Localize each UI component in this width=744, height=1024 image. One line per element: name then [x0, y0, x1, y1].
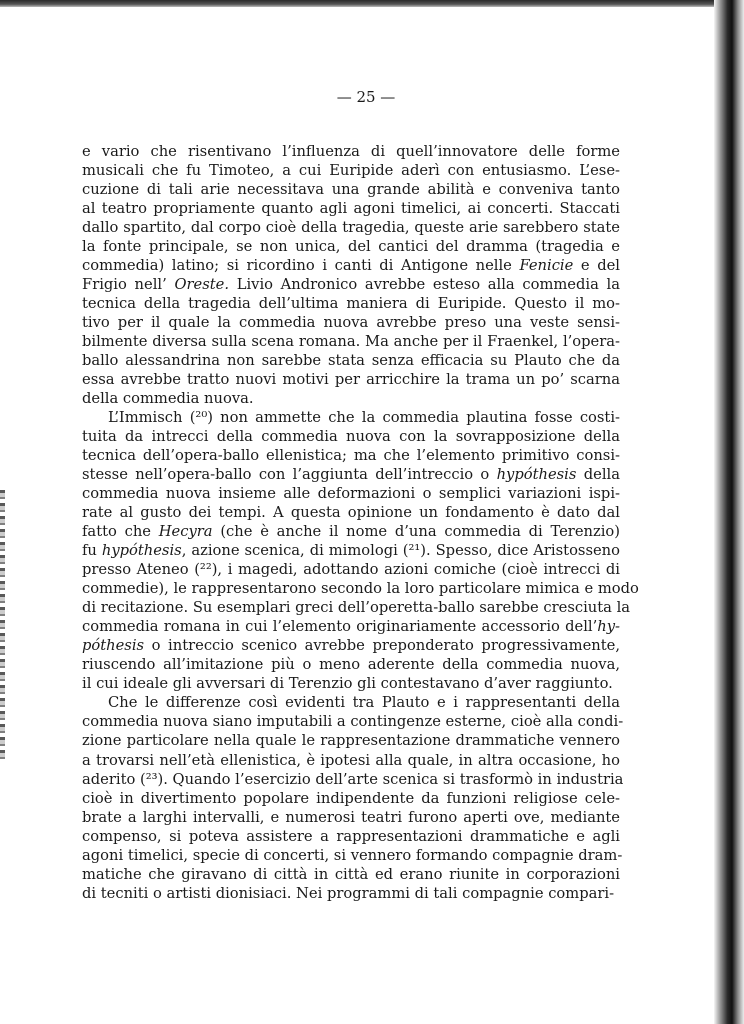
- text-line: commedia romana in cui l’elemento originariamente accessorio dell’hy-: [82, 618, 620, 636]
- text-line: compenso, si poteva assistere a rappresentazioni drammatiche e agli: [82, 827, 620, 845]
- text-line: matiche che giravano di città in città ed erano riunite in corporazioni: [82, 865, 620, 883]
- text-line: della commedia nuova.: [82, 390, 254, 408]
- text-line: commedia) latino; si ricordino i canti di Antigone nelle Fenicie e del: [82, 257, 621, 275]
- text-line: tecnica dell’opera-ballo ellenistica; ma che l’elemento primitivo consi-: [82, 447, 620, 465]
- text-line: brate a larghi intervalli, e numerosi teatri furono aperti ove, mediante: [82, 808, 620, 826]
- page-number: — 25 —: [336, 88, 396, 106]
- text-line: tecnica della tragedia dell’ultima maniera di Euripide. Questo il mo-: [82, 295, 620, 313]
- text-line: tivo per il quale la commedia nuova avrebbe preso una veste sensi-: [82, 314, 620, 332]
- text-line: commedia nuova siano imputabili a contingenze esterne, cioè alla condi-: [82, 713, 624, 731]
- text-line: ballo alessandrina non sarebbe stata senza efficacia su Plauto che da: [82, 352, 620, 370]
- text-line: stesse nell’opera-ballo con l’aggiunta dell’intreccio o hypóthesis della: [82, 466, 620, 484]
- text-line: commedie), le rappresentarono secondo la loro particolare mimica e modo: [82, 580, 639, 598]
- text-line: commedia nuova insieme alle deformazioni o semplici variazioni ispi-: [82, 485, 620, 503]
- body-text: [82, 142, 639, 903]
- text-line: al teatro propriamente quanto agli agoni timelici, ai concerti. Staccati: [82, 200, 620, 218]
- text-line: fatto che Hecyra (che è anche il nome d’una commedia di Terenzio): [82, 523, 620, 541]
- text-line: Frigio nell’ Oreste. Livio Andronico avrebbe esteso alla commedia la: [82, 276, 621, 294]
- text-line: la fonte principale, se non unica, del cantici del dramma (tragedia e: [82, 238, 620, 256]
- text-line: cioè in divertimento popolare indipendente da funzioni religiose cele-: [82, 789, 620, 807]
- text-line: póthesis o intreccio scenico avrebbe preponderato progressivamente,: [82, 637, 620, 655]
- book-binding-edge: [714, 0, 744, 1024]
- text-line: fu hypóthesis, azione scenica, di mimologi (²¹). Spesso, dice Aristosseno: [82, 542, 620, 560]
- text-line: zione particolare nella quale le rappresentazione drammatiche vennero: [82, 732, 620, 750]
- text-line: di recitazione. Su esemplari greci dell’operetta-ballo sarebbe cresciuta la: [82, 599, 631, 617]
- text-line: tuita da intrecci della commedia nuova con la sovrapposizione della: [82, 428, 620, 446]
- text-line: aderito (²³). Quando l’esercizio dell’arte scenica si trasformò in industria: [82, 770, 624, 788]
- text-line: L’Immisch (²⁰) non ammette che la commedia plautina fosse costi-: [108, 409, 620, 427]
- text-line: bilmente diversa sulla scena romana. Ma anche per il Fraenkel, l’opera-: [82, 333, 620, 351]
- text-line: di tecniti o artisti dionisiaci. Nei programmi di tali compagnie compari-: [82, 884, 615, 902]
- text-line: dallo spartito, dal corpo cioè della tragedia, queste arie sarebbero state: [82, 219, 620, 237]
- text-line: cuzione di tali arie necessitava una grande abilità e conveniva tanto: [82, 181, 620, 199]
- text-line: rate al gusto dei tempi. A questa opinione un fondamento è dato dal: [82, 504, 620, 522]
- text-line: musicali che fu Timoteo, a cui Euripide aderì con entusiasmo. L’ese-: [82, 162, 620, 180]
- text-line: il cui ideale gli avversari di Terenzio gli contestavano d’aver raggiunto.: [82, 675, 613, 693]
- text-line: e vario che risentivano l’influenza di quell’innovatore delle forme: [82, 143, 620, 160]
- book-page: [82, 88, 639, 903]
- text-line: essa avrebbe tratto nuovi motivi per arricchire la trama un po’ scarna: [82, 371, 620, 389]
- page-left-edge-marks: [0, 490, 5, 760]
- text-line: presso Ateneo (²²), i magedi, adottando azioni comiche (cioè intrecci di: [82, 561, 620, 579]
- text-line: a trovarsi nell’età ellenistica, è ipotesi alla quale, in altra occasione, ho: [82, 751, 620, 769]
- page-top-border: [0, 0, 744, 7]
- text-line: riuscendo all’imitazione più o meno aderente della commedia nuova,: [82, 656, 620, 674]
- text-line: agoni timelici, specie di concerti, si vennero formando compagnie dram-: [82, 846, 623, 864]
- text-line: Che le differenze così evidenti tra Plauto e i rappresentanti della: [108, 694, 620, 712]
